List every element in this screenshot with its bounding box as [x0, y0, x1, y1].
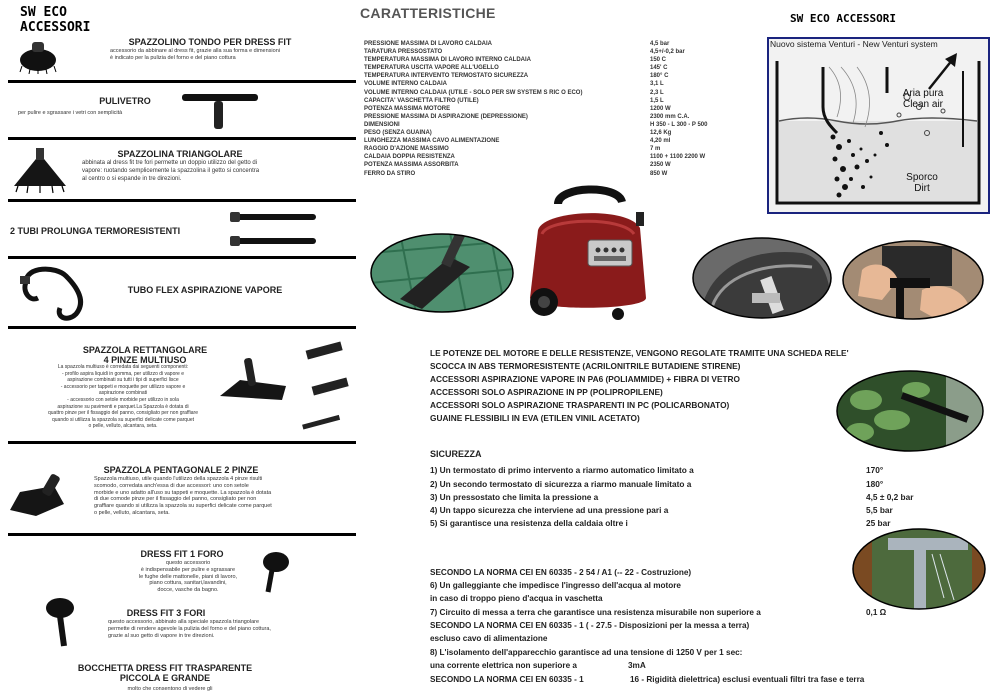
spec-label: TEMPERATURA MASSIMA DI LAVORO INTERNO CALDAIA [364, 57, 531, 64]
window-cleaning-photo [852, 528, 986, 610]
spec-row [364, 145, 734, 153]
item-desc-glass-cleaner: per pulire e sgrassare i vetri con semplicità [18, 110, 123, 116]
safety-item: 5) Si garantisce una resistenza della caldaia oltre i [430, 518, 628, 528]
venturi-title: Nuovo sistema Venturi - New Venturi system [770, 39, 938, 49]
spec-row [364, 161, 734, 169]
triangle-brush-icon [10, 148, 70, 194]
safety-item: 3) Un pressostato che limita la pressione a [430, 492, 599, 502]
spec-row [364, 56, 734, 64]
item-title-flex-hose: TUBO FLEX ASPIRAZIONE VAPORE [127, 285, 283, 295]
spec-value: 180° C [650, 73, 669, 80]
spec-label: PESO (SENZA GUAINA) [364, 130, 432, 137]
item-title-dress-fit-1: DRESS FIT 1 FORO [140, 549, 224, 559]
spec-label: VOLUME INTERNO CALDAIA [364, 81, 447, 88]
flex-hose-icon [16, 262, 96, 324]
spec-row [364, 64, 734, 72]
spec-label: TEMPERATURA USCITA VAPORE ALL'UGELLO [364, 65, 499, 72]
spec-label: VOLUME INTERNO CALDAIA (UTILE - SOLO PER SW SYSTEM S RIC O ECO) [364, 89, 583, 96]
spec-label: POTENZA MASSIMA ASSORBITA [364, 162, 459, 169]
spec-value: H 350 - L 300 - P 500 [650, 121, 708, 128]
divider [8, 199, 356, 202]
spec-label: RAGGIO D'AZIONE MASSIMO [364, 146, 449, 153]
item-title-round-brush: SPAZZOLINO TONDO PER DRESS FIT [128, 37, 292, 47]
floor-brush-photo [370, 233, 514, 313]
safety-title: SICUREZZA [430, 449, 482, 459]
spec-value: 2300 mm C.A. [650, 113, 690, 120]
specs-table [364, 40, 734, 178]
safety-value: 25 bar [866, 518, 891, 528]
norm-item: in caso di troppo pieno d'acqua in vaschetta [430, 594, 603, 603]
item-desc-rect-brush: La spazzola multiuso è corredata dai seguenti componenti: - profilo aspira liquidi in gomma, per utilizzo di vapore e aspirazione combinati su tutti i tipi di superfici lisce - accessorio per tappeti e moquette per utilizzo vapore e aspirazione combinati - accessorio con setole morbide per utilizzo in sola aspirazione su pavimenti e parquet.La Spazzola è dotata di quattro pinze per il fissaggio del panno, consigliato per non graffiare quando si utilizza la spazzola su superfici delicate come parquet o pelle, velluto, alcantara, seta. [47, 364, 198, 430]
divider [8, 137, 356, 140]
spec-row [364, 80, 734, 88]
round-brush-icon [14, 38, 62, 74]
spec-row [364, 72, 734, 80]
item-desc-dress-fit-1: questo accessorio è indispensabile per pulire e sgrassare le fughe delle mattonelle, piani di lavoro, piano cottura, sanitari,lavandini, docce, vasche da bagno. [138, 560, 238, 594]
spec-value: 1100 + 1100 2200 W [650, 154, 706, 161]
spec-value: 1200 W [650, 105, 671, 112]
divider [8, 533, 356, 536]
divider [8, 441, 356, 444]
spec-label: POTENZA MASSIMA MOTORE [364, 105, 451, 112]
item-title-glass-cleaner: PULIVETRO [99, 96, 151, 106]
divider [8, 256, 356, 259]
spec-value: 2350 W [650, 162, 671, 169]
item-title-pentagon-brush: SPAZZOLA PENTAGONALE 2 PINZE [103, 465, 259, 475]
spec-row [364, 153, 734, 161]
norm-heading: SECONDO LA NORMA CEI EN 60335 - 2 54 / A1 (-- 22 - Costruzione) [430, 568, 692, 577]
spec-label: TEMPERATURA INTERVENTO TERMOSTATO SICUREZZA [364, 73, 529, 80]
safety-value: 5,5 bar [866, 505, 893, 515]
clean-air-label: Aria pura Clean air [902, 88, 944, 110]
specs-title: CARATTERISTICHE [360, 5, 496, 21]
accessories-column [0, 0, 358, 696]
item-title-triangle-brush: SPAZZOLINA TRIANGOLARE [117, 149, 243, 159]
safety-value: 4,5 ± 0,2 bar [866, 492, 914, 502]
spec-row [364, 89, 734, 97]
spec-label: DIMENSIONI [364, 121, 400, 128]
item-desc-transparent-nozzle: molto che consentono di vedere gli [127, 686, 213, 692]
spec-row [364, 137, 734, 145]
norm-item: una corrente elettrica non superiore a [430, 661, 577, 670]
oven-cleaning-photo [842, 240, 984, 320]
material-line: ACCESSORI ASPIRAZIONE VAPORE IN PA6 (POLIAMMIDE) + FIBRA DI VETRO [430, 374, 741, 384]
spec-row [364, 40, 734, 48]
norm-heading: SECONDO LA NORMA CEI EN 60335 - 1 ( - 27.5 - Disposizioni per la messa a terra) [430, 621, 750, 630]
material-line: GUAINE FLESSIBILI IN EVA (ETILEN VINIL ACETATO) [430, 413, 640, 423]
spec-value: 4,5+/-0,2 bar [650, 49, 685, 56]
brand-logo-text: SW ECO ACCESSORI [20, 5, 91, 35]
material-line: ACCESSORI SOLO ASPIRAZIONE TRASPARENTI IN PC (POLICARBONATO) [430, 400, 730, 410]
venturi-diagram [767, 37, 990, 214]
dirt-label: Sporco Dirt [906, 172, 938, 194]
norm-item: 16 - Rigidità dielettrica) esclusi eventuali filtri tra fase e terra [630, 675, 865, 684]
material-line: SCOCCA IN ABS TERMORESISTENTE (ACRILONITRILE BUTADIENE STIRENE) [430, 361, 741, 371]
item-title-extension-tubes: 2 TUBI PROLUNGA TERMORESISTENTI [10, 226, 181, 236]
spec-row [364, 105, 734, 113]
spec-value: 2,3 L [650, 89, 664, 96]
norm-item: 8) L'isolamento dell'apparecchio garantisce ad una tensione di 1250 V per 1 sec: [430, 648, 743, 657]
spec-value: 850 W [650, 170, 668, 177]
spec-row [364, 113, 734, 121]
norm-value: 0,1 Ω [866, 608, 887, 617]
spec-value: 7 m [650, 146, 661, 153]
material-line: LE POTENZE DEL MOTORE E DELLE RESISTENZE, VENGONO REGOLATE TRAMITE UNA SCHEDA RELE' [430, 348, 849, 358]
spec-row [364, 170, 734, 178]
norm-item: 7) Circuito di messa a terra che garantisce una resistenza misurabile non superiore a [430, 608, 761, 617]
spec-value: 4,20 ml [650, 138, 671, 145]
extension-tubes-icon [230, 210, 320, 252]
norm-value: 3mA [628, 661, 646, 670]
item-desc-triangle-brush: abbinata al dress fit tre fori permette un doppio utilizzo del getto di vapore: ruotando semplicemente la spazzolina il getto si concentra al centro o si espande in tre direzioni. [82, 160, 260, 182]
material-line: ACCESSORI SOLO ASPIRAZIONE IN PP (POLIPROPILENE) [430, 387, 663, 397]
rect-brush-icon [216, 356, 292, 408]
spec-label: FERRO DA STIRO [364, 170, 416, 177]
spec-label: TARATURA PRESSOSTATO [364, 49, 443, 56]
norm-heading: SECONDO LA NORMA CEI EN 60335 - 1 [430, 675, 584, 684]
safety-value: 170° [866, 465, 884, 475]
spec-row [364, 97, 734, 105]
safety-item: 2) Un secondo termostato di sicurezza a riarmo manuale limitato a [430, 479, 692, 489]
item-title-transparent-nozzle: BOCCHETTA DRESS FIT TRASPARENTE PICCOLA E GRANDE [77, 663, 253, 683]
plant-cleaning-photo [836, 370, 984, 452]
spec-label: CAPACITA' VASCHETTA FILTRO (UTILE) [364, 97, 479, 104]
spec-label: PRESSIONE MASSIMA DI LAVORO CALDAIA [364, 41, 493, 47]
spec-row [364, 48, 734, 56]
materials-list [430, 347, 850, 425]
safety-item: 1) Un termostato di primo intervento a riarmo automatico limitato a [430, 465, 694, 475]
brush-attachments-icon [300, 340, 350, 440]
spec-row [364, 121, 734, 129]
pentagon-brush-icon [6, 474, 74, 520]
divider [8, 326, 356, 329]
spec-value: 4,5 bar [650, 41, 670, 47]
safety-value: 180° [866, 479, 884, 489]
steam-vacuum-machine-photo [518, 178, 658, 328]
norm-item: escluso cavo di alimentazione [430, 634, 548, 643]
spec-value: 3,1 L [650, 81, 664, 88]
item-desc-round-brush: accessorio da abbinare al dress fit, grazie alla sua forma e dimensioni è indicato per la pulizia del forno e del piano cottura [110, 48, 280, 61]
spec-value: 150 C [650, 57, 667, 64]
item-title-rect-brush: SPAZZOLA RETTANGOLARE 4 PINZE MULTIUSO [82, 345, 208, 365]
spec-value: 12,6 Kg [650, 130, 672, 137]
dress-fit-3-icon [40, 596, 84, 650]
squeegee-icon [180, 92, 260, 132]
norm-item: 6) Un galleggiante che impedisce l'ingresso dell'acqua al motore [430, 581, 681, 590]
brand-logo-text-2: SW ECO ACCESSORI [790, 12, 896, 25]
item-desc-dress-fit-3: questo accessorio, abbinato alla speciale spazzola triangolare permette di rendere agevole la pulizia del forno e del piano cottura, grazie al suo getto di vapore in tre direzioni. [108, 619, 271, 639]
spec-value: 145' C [650, 65, 668, 72]
spec-label: PRESSIONE MASSIMA DI ASPIRAZIONE (DEPRESSIONE) [364, 113, 528, 120]
spec-row [364, 129, 734, 137]
safety-item: 4) Un tappo sicurezza che interviene ad una pressione pari a [430, 505, 669, 515]
item-title-dress-fit-3: DRESS FIT 3 FORI [126, 608, 206, 618]
spec-label: CALDAIA DOPPIA RESISTENZA [364, 154, 455, 161]
car-seat-photo [692, 237, 832, 319]
spec-label: LUNGHEZZA MASSIMA CAVO ALIMENTAZIONE [364, 138, 500, 145]
dress-fit-1-icon [258, 548, 294, 596]
divider [8, 80, 356, 83]
spec-value: 1,5 L [650, 97, 664, 104]
item-desc-pentagon-brush: Spazzola multiuso, utile quando l'utilizzo della spazzola 4 pinze risulti scomodo, corredata anch'essa di due accessori: uno con setole morbide e uno adatto all'uso su tappeti e moquette. La spazzola è dotata di due comode pinze per il fissaggio del panno, consigliato per non graffiare quando si utilizza la spazzola su superfici delicate come parquet o pelle, velluto, alcantara, seta. [94, 476, 272, 516]
